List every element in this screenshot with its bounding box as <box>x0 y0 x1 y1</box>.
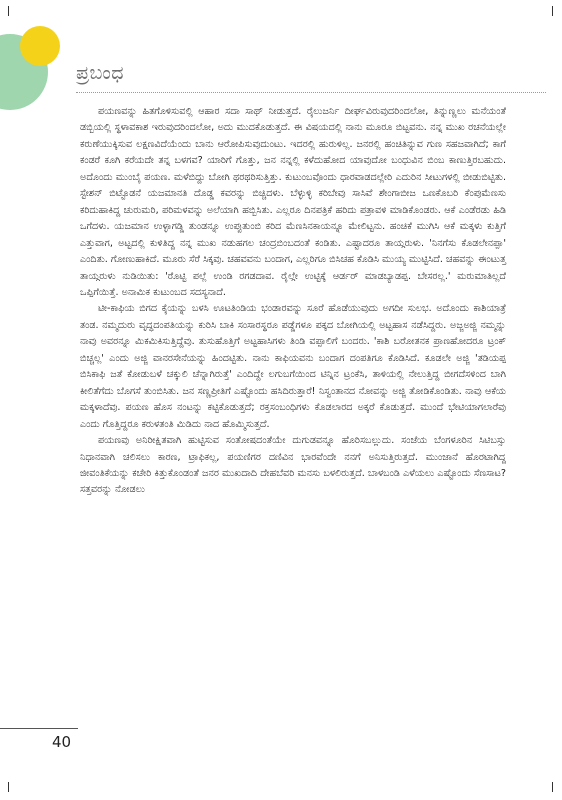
paragraph: ಪಯಣವನ್ನು ಹಿತಗೊಳಿಸುವಲ್ಲಿ ಆಹಾರ ಸದಾ ಸಾಥ್ ನೀಡುತ್ತದೆ. ರೈಲುಜರ್ನಿ ದೀರ್ಘವಿರುವುದರಿಂದಲೋ, ತಿನ್ನುಣ್ಣಲು ಮನೆಯಂತೆ ಡಬ್ಬಿಯಲ್ಲಿ ಸ್ಥಳಾವಕಾಶ ಇರುವುದರಿಂದಲೋ, ಅದು ಮುದಕೊಡುತ್ತದೆ. ಈ ವಿಷಯದಲ್ಲಿ ನಾನು ಮೂರೂ ಬಿಟ್ಟವನು. ನನ್ನ ಮುಖ ರಚನೆಯಲ್ಲೇ ಕರುಣೆಯುಕ್ಕಿಸುವ ಲಕ್ಷಣವಿದೆಯೆಂದು ಬಾನು ಆರೋಪಿಸುವುದುಂಟು. ಇದರಲ್ಲಿ ಹುರುಳಿಲ್ಲ. ಜನರಲ್ಲಿ ಹಂಚಿತಿನ್ನುವ ಗುಣ ಸಹಜವಾಗಿದೆ; ಕಾಗೆ ಕಂಡರೆ ಕೂಗಿ ಕರೆಯದೇ ತನ್ನ ಬಳಗವ? ಯಾರಿಗೆ ಗೊತ್ತು, ಜನ ನನ್ನಲ್ಲಿ ಕಳೆದುಹೋದ ಯಾವುದೋ ಬಂಧುವಿನ ಬಿಂಬ ಕಾಣುತ್ತಿರಬಹುದು. ಅದೊಂದು ಮುಂಬೈ ಪಯಣ. ಮಳೆಬಿದ್ದು ಬೋಗಿ ಥರಥರಿಸುತ್ತಿತ್ತು. ಕುಟುಂಬವೊಂದು ಧಾರವಾಡದಲ್ಲೇರಿ ಎದುರಿನ ಸೀಟುಗಳಲ್ಲಿ ಬೀಡುಬಿಟ್ಟಿತು. ಸ್ಟೇಶನ್ ಬಿಟ್ಟೊಡನೆ ಯಜಮಾನತಿ ದೊಡ್ಡ ಕವರನ್ನು ಬಿಚ್ಚಿದಳು. ಬೆಳ್ಳುಳ್ಳಿ ಕರಿಬೇವು ಸಾಸಿವೆ ಶೇಂಗಾಬೀಜ ಒಣಕೊಬರಿ ಕೆಂಪುಮೆಣಸು ಕರಿದುಹಾಕಿದ್ದ ಚುರುಮರಿ, ಪರಿಮಳವನ್ನು ಅಲೆಯಾಗಿ ಹಬ್ಬಿಸಿತು. ಎಲ್ಲರೂ ದಿನಪತ್ರಿಕೆ ಹರಿದು ಪತ್ರಾವಳಿ ಮಾಡಿಕೊಂಡರು. ಆಕೆ ಎಂಡೆರಡು ಹಿಡಿ ಒಗೆದಳು. ಯಜಮಾನ ಉಳ್ಳಾಗಡ್ಡಿ ತುಂಡನ್ನೂ ಉಪ್ಪುತುಂಬಿ ಕರಿದ ಮೆಣಸಿನಕಾಯನ್ನೂ ಮೇಲಿಟ್ಟನು. ಹಂಚಿಕೆ ಮುಗಿಸಿ ಆಕೆ ಮಕ್ಕಳು ಕುತ್ತಿಗೆ ಎತ್ತುವಾಗ, ಅಟ್ಟದಲ್ಲಿ ಕುಳಿತಿದ್ದ ನನ್ನ ಮುಖ ನಡುಹಗಲ ಚಂದ್ರಬಿಂಬದಂತೆ ಕಂಡಿತು. ಎಷ್ಟಾದರೂ ತಾಯ್ಗರುಳು. 'ನಿನಗೆಸು ಕೊಡಲೇನಪ್ಪಾ' ಎಂದಿತು. ಗೋಣುಹಾಕಿದೆ. ಮೂರು ಸೆರೆ ಸಿಕ್ಕವು. ಚಹವವನು ಬಂದಾಗ, ಎಲ್ಲರಿಗೂ ಬಿಸಿಚಹ ಕೊಡಿಸಿ ಮುಯ್ಯ ಮುಟ್ಟಿಸಿದೆ. ಚಹವನ್ನು ಈಂಟುತ್ತ ತಾಯ್ಗರುಳು ನುಡಿಯಿತು: 'ರೊಟ್ಟಿ ಪಲ್ಲೆ ಉಂಡಿ ರಗಡದಾವ. ರೈಲ್ಗೇ ಉಟ್ಟಿಕ್ಕೆ ಆರ್ಡರ್ ಮಾಡಬ್ಯಾಡಪ್ಪ. ಬೇಸರಲ್ಲ.' ಮರುಮಾತಿಲ್ಲದೆ ಒಪ್ಪಿಗೆಯಿತ್ತೆ. ಅನಾಮಿಕ ಕುಟುಂಬದ ಸದಸ್ಯನಾದೆ. <box>80 106 506 298</box>
essay-body <box>80 104 506 499</box>
page-number: 40 <box>52 733 72 751</box>
crop-mark-top-left <box>8 6 9 16</box>
heading-divider <box>76 92 546 93</box>
crop-mark-bottom-left <box>8 782 9 792</box>
crop-mark-top-right <box>552 6 553 16</box>
paragraph: ಟೀ-ಕಾಫಿಯ ಬಿಗದ ಕೈಯನ್ನು ಬಳಸಿ ಊಟತಿಂಡಿಯ ಭಂಡಾರವನ್ನು ಸೂರೆ ಹೊಡೆಯುವುದು ಅಗದೀ ಸುಲಭ. ಅದೊಂದು ಕಾಶಿಯಾತ್ರೆ ತಂಡ. ನಮ್ಮದುರು ವೃದ್ಧದಂಪತಿಯನ್ನು ಕುರಿಸಿ ಬಾಕಿ ಸಂಸಾರಸ್ಥರೂ ಪಡ್ಡೆಗಳೂ ಪಕ್ಕದ ಬೋಗಿಯಲ್ಲಿ ಅಟ್ಟಹಾಸ ನಡೆಸಿದ್ದರು. ಅಜ್ಜಅಜ್ಜಿ ನಮ್ಮನ್ನು ನಾವು ಅವರನ್ನೂ ಮಿಕಮಿಕಿಸುತ್ತಿದ್ದೆವು. ತುಸುಹೊತ್ತಿಗೆ ಅಟ್ಟಹಾಸಿಗಳು ತಿಂಡಿ ವಪ್ಪಾಲಿಗೆ ಬಂದರು. 'ಕಾಶಿ ಬರೋತನಕ ಪ್ರಾಣಹೋದರೂ ಟ್ರಂಕ್ ಬಿಚ್ಚಲ್ಲ' ಎಂದು ಅಜ್ಜಿ ವಾನರಸೇನೆಯನ್ನು ಹಿಂದಟ್ಟಿತು. ನಾನು ಕಾಫಿಯವನು ಬಂದಾಗ ದಂಪತಿಗೂ ಕೊಡಿಸಿದೆ. ಕೂಡಲೇ ಅಜ್ಜಿ 'ತಡಿಯಪ್ಪ ಬಿಸಿಕಾಫಿ ಜತೆ ಕೋಡುಬಳೆ ಚಕ್ಕುಲಿ ಚೆನ್ನಾಗಿರುತ್ತೆ' ಎಂದಿದ್ದೇ ಲಗುಬಗೆಯಿಂದ ಟಿನ್ನಿನ ಟ್ರಂಕೆಸಿ, ತಾಳಿಯಲ್ಲಿ ನೇಲುತ್ತಿದ್ದ ಬೀಗದೆಸಳಿಂದ ಬಾಗಿ ಕೀಲಿತೆಗೆದು ಬೊಗಸೆ ತುಂಬಿಸಿತು. ಜನ ಸಣ್ಣಪ್ರೀತಿಗೆ ಎಷ್ಟೊಂದು ಹಸಿದಿರುತ್ತಾರೆ! ನಿಸ್ವಂತಾನದ ನೋವನ್ನು ಅಜ್ಜಿ ತೋಡಿಕೊಂಡಿತು. ನಾವು ಆಕೆಯ ಮಕ್ಕಳಾದೆವು. ಪಯಣ ಹೊಸ ನಂಟನ್ನು ಕಟ್ಟಿಕೊಡುತ್ತದೆ; ರಕ್ತಸಂಬಂಧಿಗಳು ಕೊಡಲಾರದ ಅಕ್ಕರೆ ಕೊಡುತ್ತದೆ. ಮುಂದೆ ಭೇಟಿಯಾಗಲಾರೆವು ಎಂದು ಗೊತ್ತಿದ್ದರೂ ಕರುಳತಂತಿ ಮಿಡಿದು ನಾದ ಹೊಮ್ಮಿಸುತ್ತದೆ. <box>80 303 506 430</box>
paragraph: ಪಯಣವು ಅನಿರೀಕ್ಷಿತವಾಗಿ ಹುಟ್ಟಿಸುವ ಸಂತೋಷದಂತೆಯೇ ದುಗುಡವನ್ನೂ ಹೊರಿಸಬಲ್ಲುದು. ಸಂಜೆಯ ಬೆಂಗಳೂರಿನ ಸಿಟಿಬಸ್ಸು ನಿಧಾನವಾಗಿ ಚಲಿಸಲು ಕಾರಣ, ಟ್ರಾಫಿಕಲ್ಲ, ಪಯಣಿಗರ ದಣಿವಿನ ಭಾರವೆಂದೇ ನನಗೆ ಅನಿಸುತ್ತಿರುತ್ತದೆ. ಮುಂಜಾನೆ ಹೊರಟಾಗಿದ್ದ ಜೀವಂತಿಕೆಯನ್ನು ಕಚೇರಿ ಕಿತ್ತುಕೊಂಡಂತೆ ಜನರ ಮುಖದಾದಿ ದೇಹಬೆವರಿ ಮನಸು ಬಳಲಿರುತ್ತದೆ. ಬಾಳಬಂಡಿ ಎಳೆಯಲು ಎಷ್ಟೊಂದು ಸೆಣಸಾಟ? ಸತ್ತವರನ್ನು ನೋಡಲು <box>80 435 506 496</box>
decorative-yellow-circle <box>20 26 60 66</box>
crop-mark-bottom-right <box>552 782 553 792</box>
footer-rule <box>0 728 78 729</box>
section-title: ಪ್ರಬಂಧ <box>76 62 125 84</box>
